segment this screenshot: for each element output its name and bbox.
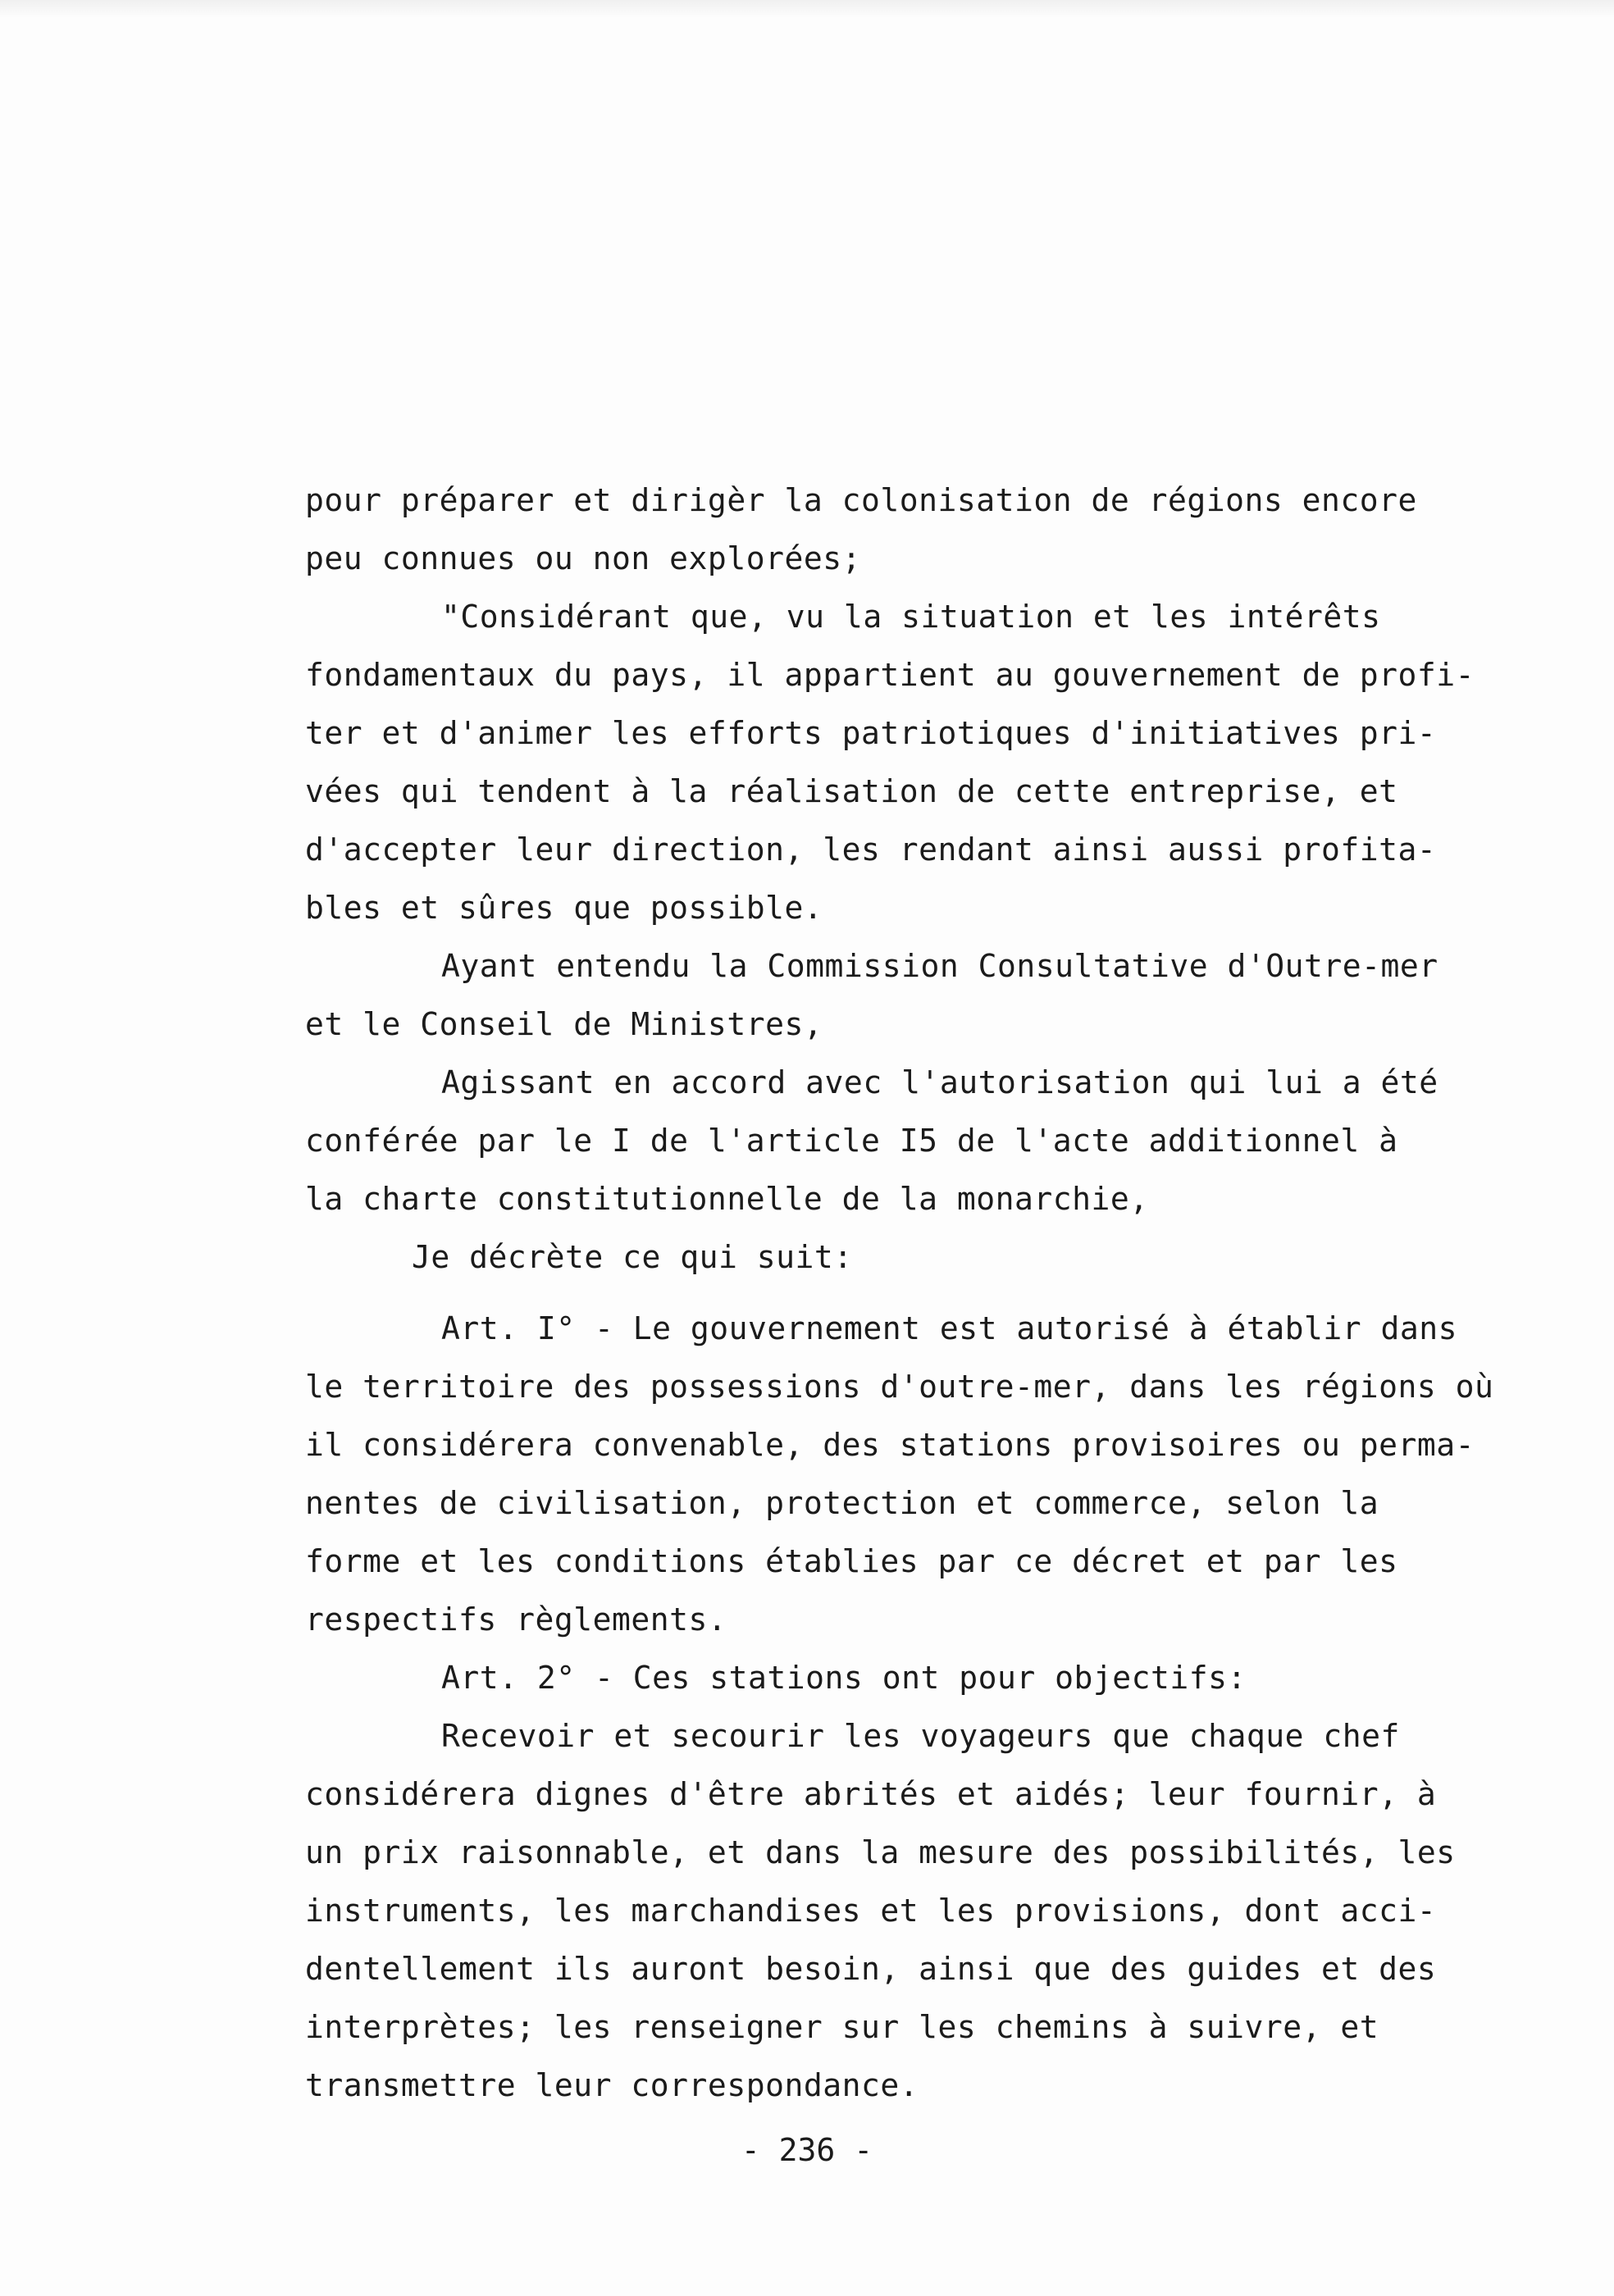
text-line: et le Conseil de Ministres, <box>305 1006 823 1042</box>
article-2-heading-line: Art. 2° - Ces stations ont pour objectifs: <box>441 1660 1247 1696</box>
text-line: transmettre leur correspondance. <box>305 2067 919 2103</box>
text-line: peu connues ou non explorées; <box>305 540 861 576</box>
text-line: pour préparer et dirigèr la colonisation de régions encore <box>305 482 1417 518</box>
text-line: dentellement ils auront besoin, ainsi que des guides et des <box>305 1951 1437 1987</box>
text-line: considérera dignes d'être abrités et aidés; leur fournir, à <box>305 1776 1437 1812</box>
text-line: conférée par le I de l'article I5 de l'acte additionnel à <box>305 1123 1398 1159</box>
text-line: la charte constitutionnelle de la monarchie, <box>305 1181 1149 1217</box>
text-line: Je décrète ce qui suit: <box>412 1239 853 1275</box>
text-line: Agissant en accord avec l'autorisation qui lui a été <box>441 1064 1438 1100</box>
text-line: bles et sûres que possible. <box>305 890 823 926</box>
text-line: d'accepter leur direction, les rendant ainsi aussi profita- <box>305 831 1437 868</box>
text-line: fondamentaux du pays, il appartient au gouvernement de profi- <box>305 657 1475 693</box>
text-line: il considérera convenable, des stations provisoires ou perma- <box>305 1427 1475 1463</box>
text-line: Recevoir et secourir les voyageurs que chaque chef <box>441 1718 1400 1754</box>
text-line: ter et d'animer les efforts patriotiques d'initiatives pri- <box>305 715 1437 751</box>
text-line: un prix raisonnable, et dans la mesure des possibilités, les <box>305 1834 1456 1870</box>
paragraph-gap <box>305 1287 1552 1300</box>
page-number: - 236 - <box>741 2132 873 2168</box>
text-line: le territoire des possessions d'outre-mer, dans les régions où <box>305 1369 1494 1405</box>
body-text <box>305 472 1552 2115</box>
text-line: interprètes; les renseigner sur les chemins à suivre, et <box>305 2009 1379 2045</box>
text-line: Ayant entendu la Commission Consultative d'Outre-mer <box>441 948 1438 984</box>
text-line: nentes de civilisation, protection et commerce, selon la <box>305 1485 1379 1521</box>
text-line: instruments, les marchandises et les provisions, dont acci- <box>305 1893 1437 1929</box>
scan-edge-smudge <box>0 0 1614 18</box>
article-1-heading-line: Art. I° - Le gouvernement est autorisé à établir dans <box>441 1310 1458 1346</box>
text-line: respectifs règlements. <box>305 1601 727 1638</box>
text-line: "Considérant que, vu la situation et les intérêts <box>441 599 1381 635</box>
text-line: forme et les conditions établies par ce décret et par les <box>305 1543 1398 1579</box>
text-line: vées qui tendent à la réalisation de cette entreprise, et <box>305 773 1398 809</box>
